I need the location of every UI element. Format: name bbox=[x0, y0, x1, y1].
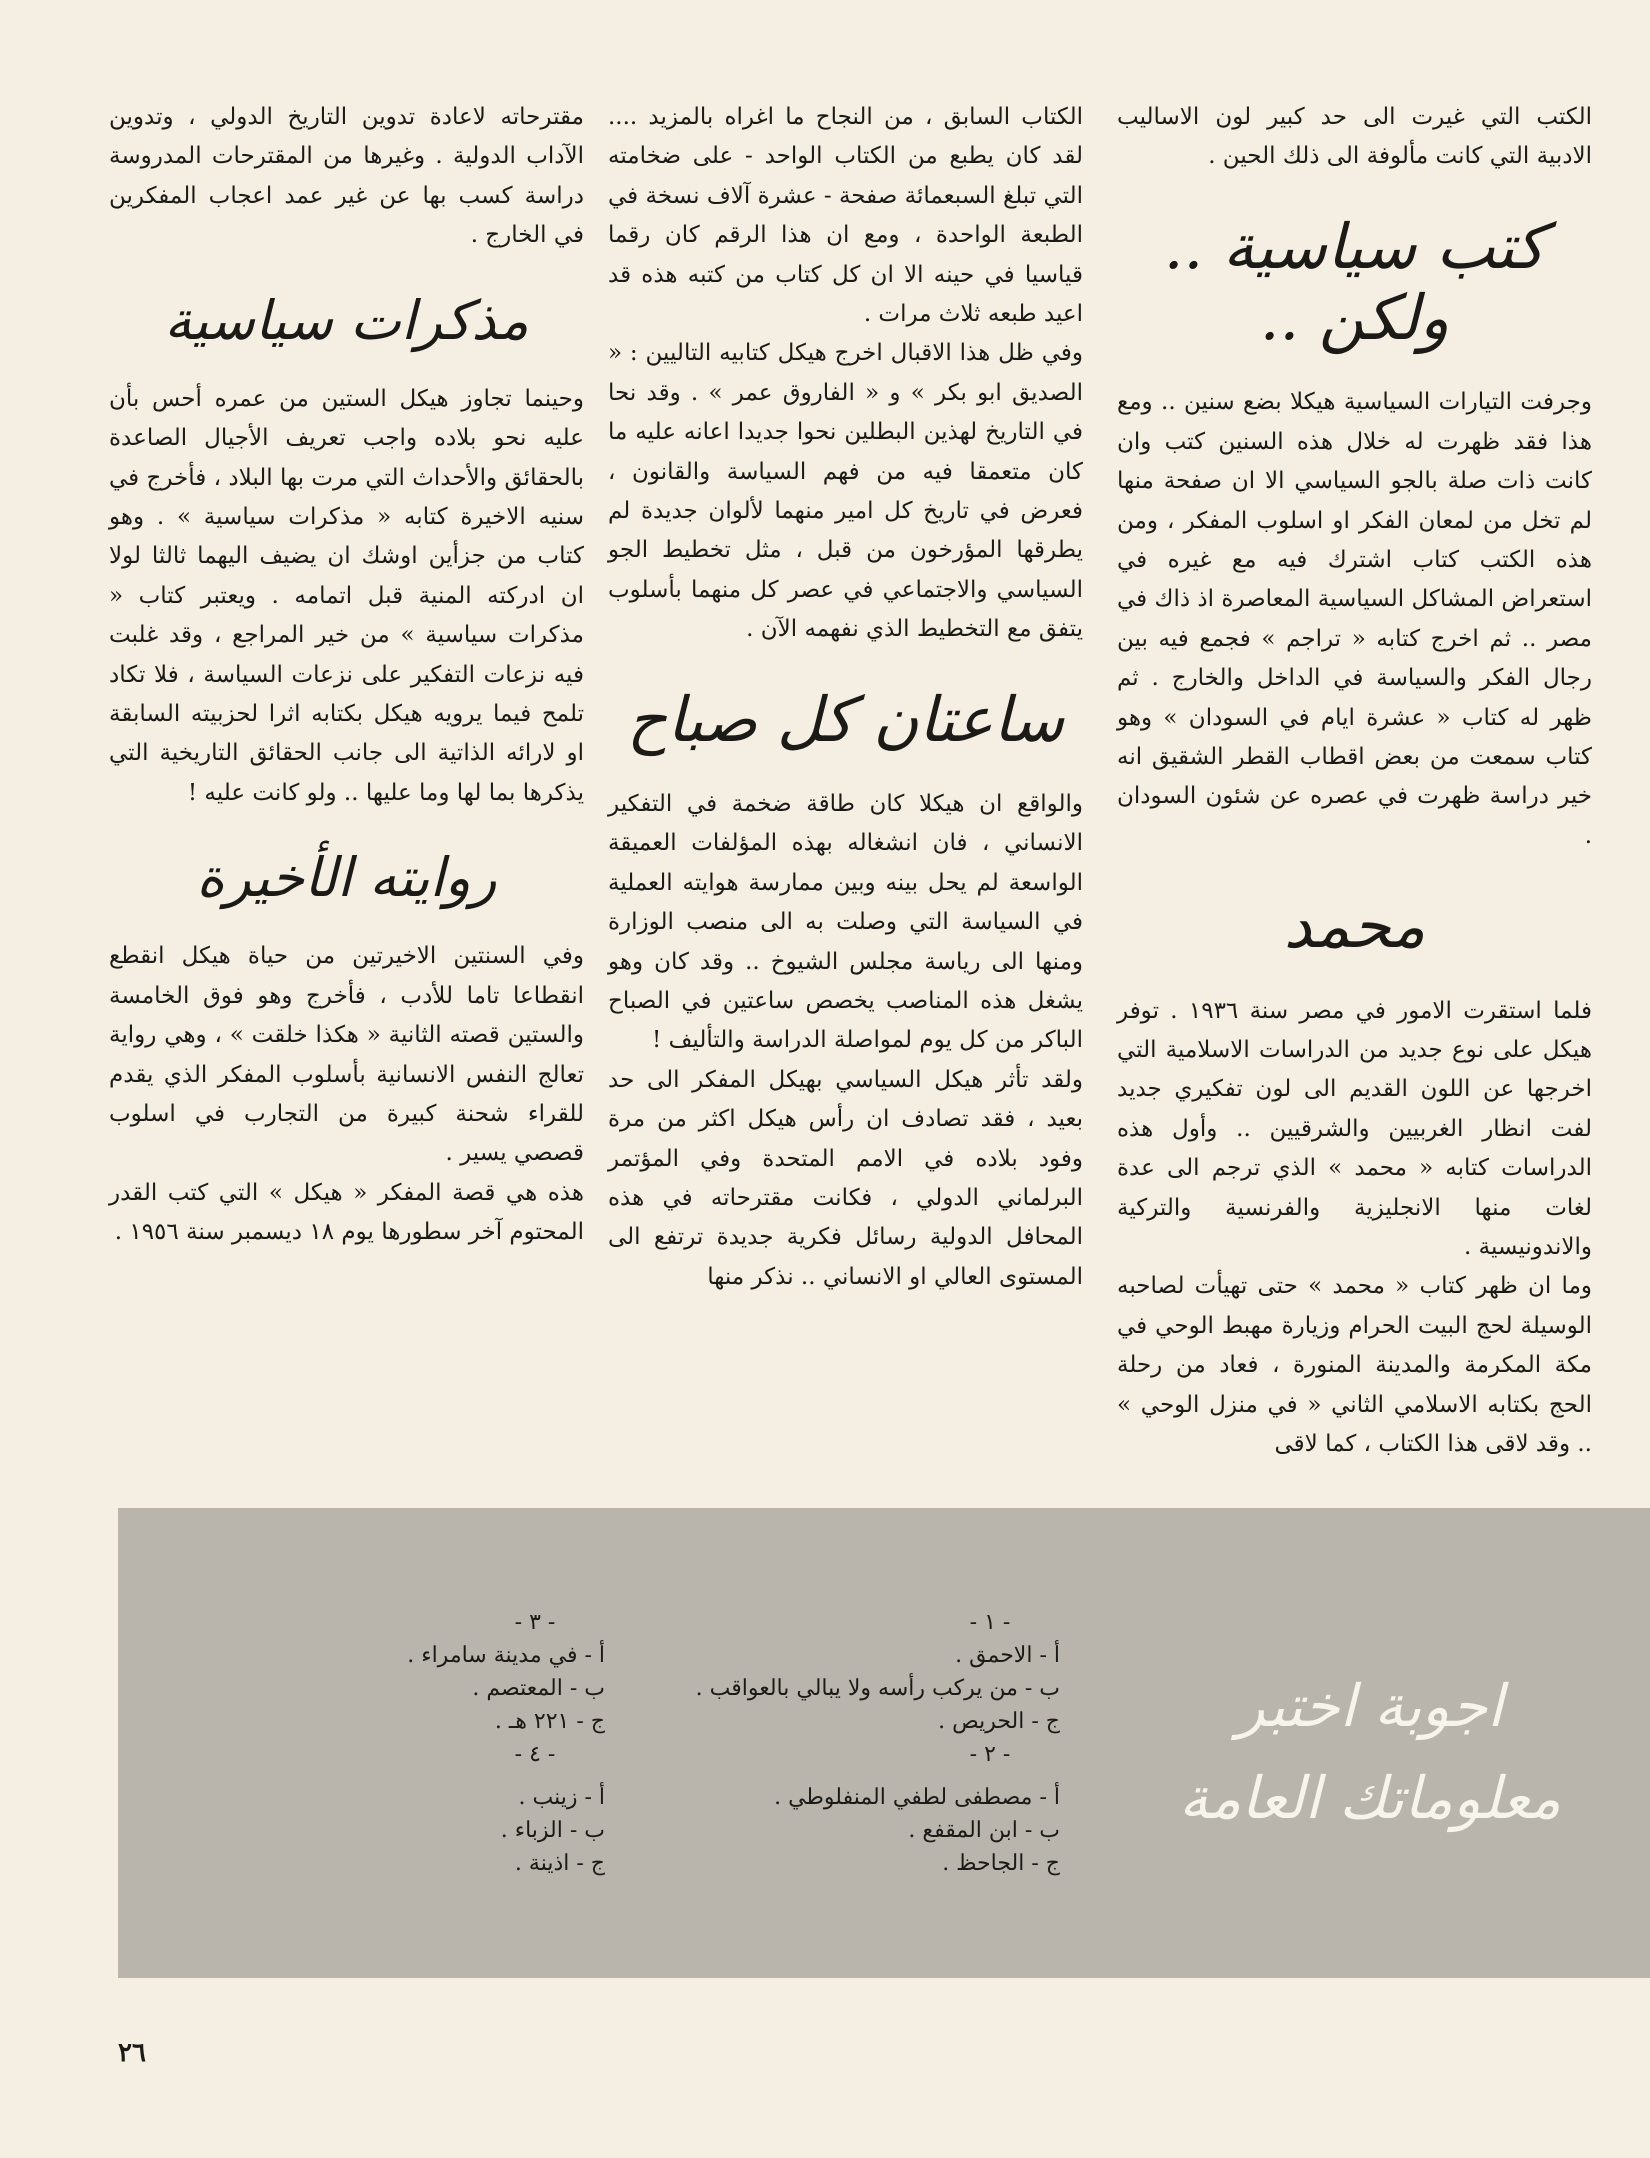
answer-item: ب - المعتصم . bbox=[472, 1676, 605, 1701]
panel-title bbox=[1160, 1660, 1580, 1844]
panel-title-line1: اجوبة اختبر bbox=[1236, 1672, 1504, 1740]
panel-title-line2: معلوماتك العامة bbox=[1178, 1764, 1561, 1832]
page-number: ٢٦ bbox=[118, 2038, 146, 2068]
group-number: - ٣ - bbox=[514, 1610, 556, 1635]
paragraph: والواقع ان هيكلا كان طاقة ضخمة في التفكير الانساني ، فان انشغاله بهذه المؤلفات العميقة الواسعة لم يحل بينه وبين ممارسة هوايته العملية في السياسة التي وصلت به الى منصب الوزارة ومنها الى رياسة مجلس الشيوخ .. وقد كان وهو يشغل هذه المناصب يخصص ساعتين في الصباح الباكر من كل يوم لمواصلة الدراسة والتأليف ! bbox=[608, 790, 1083, 1054]
paragraph: وما ان ظهر كتاب « محمد » حتى تهيأت لصاحبه الوسيلة لحج البيت الحرام وزيارة مهبط الوحي في مكة المكرمة والمدينة المنورة ، فعاد من رحلة الحج بكتابه الاسلامي الثاني « في منزل الوحي » .. وقد لاقى هذا الكتاب ، كما لاقى bbox=[1117, 1273, 1592, 1458]
answer-item: أ - مصطفى لطفي المنفلوطي . bbox=[774, 1785, 1060, 1810]
answer-item: أ - في مدينة سامراء . bbox=[407, 1643, 605, 1668]
answers-groups-3-4 bbox=[285, 1606, 605, 1880]
section-heading-two-hours: ساعتان كل صباح bbox=[626, 682, 1065, 756]
paragraph: مقترحاته لاعادة تدوين التاريخ الدولي ، وتدوين الآداب الدولية . وغيرها من المقترحات المدروسة دراسة كسب بها عن غير عمد اعجاب المفكرين في الخارج . bbox=[109, 104, 584, 249]
answer-item: ب - ابن المقفع . bbox=[908, 1818, 1060, 1843]
paragraph: فلما استقرت الامور في مصر سنة ١٩٣٦ . توفر هيكل على نوع جديد من الدراسات الاسلامية التي اخرجها عن اللون القديم الى لون تفكيري جديد لفت انظار الغربيين والشرقيين .. وأول هذه الدراسات كتابه « محمد » الذي ترجم الى عدة لغات منها الانجليزية والفرنسية والتركية والاندونيسية . bbox=[1117, 997, 1592, 1261]
group-number: - ٢ - bbox=[969, 1742, 1011, 1767]
paragraph: هذه هي قصة المفكر « هيكل » التي كتب القدر المحتوم آخر سطورها يوم ١٨ ديسمبر سنة ١٩٥٦ . bbox=[109, 1179, 584, 1246]
answer-item: ب - من يركب رأسه ولا يبالي بالعواقب . bbox=[695, 1676, 1060, 1701]
article-column-middle bbox=[608, 98, 1083, 1297]
answers-groups-1-2 bbox=[620, 1606, 1060, 1880]
answer-item: أ - زينب . bbox=[518, 1785, 605, 1810]
answer-item: ب - الزباء . bbox=[500, 1818, 605, 1843]
group-number: - ٤ - bbox=[514, 1742, 556, 1767]
paragraph: وجرفت التيارات السياسية هيكلا بضع سنين .. ومع هذا فقد ظهرت له خلال هذه السنين كتب وان كانت ذات صلة بالجو السياسي الا ان صفحة منها لم تخل من لمعان الفكر او اسلوب المفكر ، ومن هذه الكتب كتاب اشترك فيه مع غيره في استعراض المشاكل السياسية المعاصرة اذ ذاك في مصر .. ثم اخرج كتابه « تراجم » فجمع فيه بين رجال الفكر والسياسة في الداخل والخارج . ثم ظهر له كتاب « عشرة ايام في السودان » وهو كتاب سمعت من بعض اقطاب القطر الشقيق انه خير دراسة ظهرت في عصره عن شئون السودان . bbox=[1117, 389, 1592, 849]
answer-item: ج - الحريص . bbox=[938, 1709, 1060, 1734]
answer-item: ج - اذينة . bbox=[514, 1851, 605, 1876]
answer-item: ج - ٢٢١ هـ . bbox=[494, 1709, 605, 1734]
paragraph: وفي السنتين الاخيرتين من حياة هيكل انقطع انقطاعا تاما للأدب ، فأخرج وهو فوق الخامسة والستين قصته الثانية « هكذا خلقت » ، وهي رواية تعالج النفس الانسانية بأسلوب المفكر الذي يقدم للقراء شحنة كبيرة من التجارب في اسلوب قصصي يسير . bbox=[109, 943, 584, 1167]
paragraph: الكتاب السابق ، من النجاح ما اغراه بالمزيد .... لقد كان يطبع من الكتاب الواحد - على ضخامته التي تبلغ السبعمائة صفحة - عشرة آلاف نسخة في الطبعة الواحدة ، ومع ان هذا الرقم كان رقما قياسيا في حينه الا ان كل كتاب من كتبه هذه قد اعيد طبعه ثلاث مرات . bbox=[608, 104, 1083, 328]
section-heading-last-novel: روايته الأخيرة bbox=[196, 846, 497, 910]
article-column-left bbox=[109, 98, 584, 1253]
paragraph: الكتب التي غيرت الى حد كبير لون الاساليب الادبية التي كانت مألوفة الى ذلك الحين . bbox=[1117, 104, 1592, 170]
paragraph: وحينما تجاوز هيكل الستين من عمره أحس بأن عليه نحو بلاده واجب تعريف الأجيال الصاعدة بالحقائق والأحداث التي مرت بها البلاد ، فأخرج في سنيه الاخيرة كتابه « مذكرات سياسية » . وهو كتاب من جزأين اوشك ان يضيف اليهما ثالثا لولا ان ادركته المنية قبل اتمامه . ويعتبر كتاب « مذكرات سياسية » من خير المراجع ، وقد غلبت فيه نزعات التفكير على نزعات السياسة ، فلا تكاد تلمح فيما يرويه هيكل بكتابه اثرا لحزبيته السابقة او لارائه الذاتية الى جانب الحقائق التاريخية التي يذكرها بما لها وما عليها .. ولو كانت عليه ! bbox=[109, 385, 584, 806]
answer-item: أ - الاحمق . bbox=[955, 1643, 1060, 1668]
group-number: - ١ - bbox=[969, 1610, 1011, 1635]
paragraph: وفي ظل هذا الاقبال اخرج هيكل كتابيه التاليين : « الصديق ابو بكر » و « الفاروق عمر » . وقد نحا في التاريخ لهذين البطلين نحوا جديدا اعانه عليه ما كان متعمقا فيه من فهم السياسة والقانون ، فعرض في تاريخ كل امير منهما لألوان جديدة لم يطرقها المؤرخون من قبل ، مثل تخطيط الجو السياسي والاجتماعي في عصر كل منهما بأسلوب يتفق مع التخطيط الذي نفهمه الآن . bbox=[608, 340, 1083, 643]
paragraph: ولقد تأثر هيكل السياسي بهيكل المفكر الى حد بعيد ، فقد تصادف ان رأس هيكل اكثر من مرة وفود بلاده في الامم المتحدة وفي المؤتمر البرلماني الدولي ، فكانت مقترحاته في هذه المحافل الدولية رسائل فكرية جديدة ترتفع الى المستوى العالي او الانساني .. نذكر منها bbox=[608, 1066, 1083, 1290]
section-heading-muhammad: محمد bbox=[1283, 889, 1426, 963]
section-heading-political-memoirs: مذكرات سياسية bbox=[164, 288, 529, 352]
quiz-answers-panel bbox=[118, 1508, 1650, 1978]
answer-item: ج - الجاحظ . bbox=[942, 1851, 1060, 1876]
article-column-right bbox=[1117, 98, 1592, 1464]
section-heading-political-books: كتب سياسية .. ولكن .. bbox=[1163, 209, 1546, 355]
